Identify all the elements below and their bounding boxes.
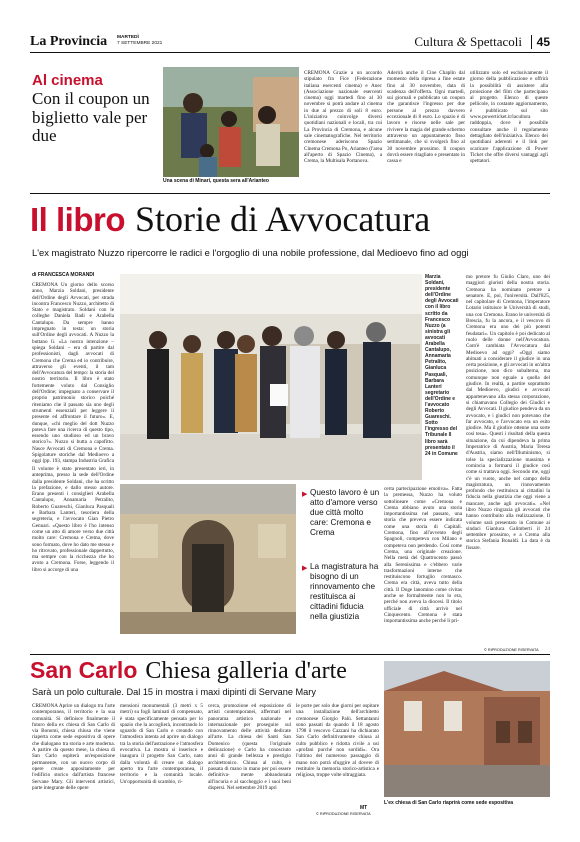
section-amp: & (456, 34, 467, 49)
libro-col-3: certa partecipazione emotiva». Fatta la premessa, Nuzzo ha voluto sottolineare come «Cremona e Crema abbiano avuto una storia importantissima nel passato, una storia che preveva essere indicata come una storia di Capitali. Cremona, fino all'avvento degli Spagnoli, competeva con Milano e competeva non perdendo. Cosi come Crema, una originale creazione. Nella metà del Quattrocento passò alla Serenissima e c'ebbero varie trasformazioni interne che restituiscono fortuglio cremasco. Crema era città, aveva tutto della città. Il Doge lanomino come civitas anche se formalmente non lo era, perché non aveva la diocesi. Il titolo ufficiale di città arrivò nel Cinquecento. Cremona è stata importantissima anche perché li pri- (384, 486, 462, 625)
cinema-rule (30, 193, 550, 194)
cinema-kicker: Al cinema (32, 72, 103, 89)
sancarlo-subhead: Sarà un polo culturale. Dal 15 in mostra i maxi dipinti di Servane Mary (32, 687, 316, 697)
sancarlo-photo-caption: L'ex chiesa di San Carlo riaprirà come sede espositiva (384, 800, 514, 806)
quote-1 (302, 488, 382, 538)
sancarlo-col-2: mensioni monumentali (3 metri x 5 metri) su fogli laminati di compensato, è stata specificamente pensata per lo spazio che la accoglierà, incontrando lo sguardo di San Carlo e creando con l'atmosfera intenta ad aprire un dialogo tra la storia dell'astrazione e l'atmosfera evocativa. La mostra si inserisce e inaugura il progetto San Carlo, nato dalla volontà di creare un dialogo aperto tra l'arte contemporanea, il territorio e la comunità locale. Un'opportunità di scambio, ri- (120, 703, 203, 785)
cinema-col-2: Aderirà anche il Cine Chaplin dal momento della ripresa a fine estate fino al 30 novembre, data di scadenza dell'offerta. Ogni martedì, sui giornali e pubblicato un coupon che garantisce l'ingresso per due persone al prezzo davvero eccezionale di 8 euro. Lo spazio è di lavoro e risorse nelle sale per rivivere la magia del grande schermo attraverso un appuntamento fisso settimanale, che si svolgerà fino al 30 novembre prossimo. Il coupon dovrà essere ritagliato e presentato in cassa e (387, 70, 465, 165)
quote-2-text: La magistratura ha bisogno di un rinnovamento che restituisca ai cittadini fiducia nella giustizia (310, 562, 379, 621)
quote-2-marker: ▶ (302, 564, 308, 572)
sancarlo-kicker: San Carlo (30, 657, 138, 683)
cinema-photo-caption: Una scena di Minari, questa sera all'Arianteo (163, 178, 269, 184)
sancarlo-col-4: le porte per solo due giorni per ospitare una installazione dell'architetto cremonese Giorgio Palù. Settantanni sono passati da quando il 18 agosto 1798 il vescovo Cazzani ha dichiarato San Carlo definitivamente chiusa al culto pubblico e ridotta civile a usi «profani purché non sordidi». Ora l'ultimo del numeroso passaggio di mano non potrà sfuggire al dovere di restituire la memoria storico-artistica e religiosa, troppe volte oltraggiata. (296, 703, 379, 779)
tribunale-photo-image (120, 484, 296, 634)
cinema-col-3: utilizzato solo ed esclusivamente il giorno della pubblicazione e offrirà la possibilità di assistere alla proiezione del film che partecipano al progetto. Elenco di queste pellicole, in costante aggiornamento, è pubblicato sul sito www.powerticket.it/lacultura raddoppia, dove è possibile consultare anche il regolamento dettagliato dell'iniziativa. Elenco dei quotidiani aderenti e il link per scaricare l'applicazione di Power Ticket che offre diversi vantaggi agli spettatori. (470, 70, 548, 165)
libro-photo-caption: Marzia Soldani, presidente dell'Ordine degli Avvocati con il libro scritto da Francesco Nuzzo (a sinistra gli avvocati Arabella Cantalupo, Annamaria Petralito, Gianluca Pasquali, Barbara Lanteri segretario dell'Ordine e l'avvocato Roberto Guareschi. Sotto l'ingresso del Tribunale Il libro sarà presentato il 24 in Comune (425, 274, 459, 457)
libro-title-row (30, 198, 550, 244)
libro-reserved: © RIPRODUZIONE RISERVATA (484, 648, 539, 652)
section-name: Cultura (414, 34, 454, 49)
quote-1-text: Questo lavoro è un atto d'amore verso due città molto care: Cremona e Crema (310, 488, 380, 537)
cinema-headline: Con il coupon un biglietto vale per due (32, 89, 150, 145)
sancarlo-photo (384, 661, 550, 797)
libro-group-photo (120, 274, 422, 480)
masthead-day: MARTEDÌ (117, 35, 139, 40)
sancarlo-col-3: cerca, promozione ed esposizione di artisti contemporanei, affermati nel panorama artistico nazionale e internazionale per proseguire sul rinnovamento delle attività dedicate all'arte. La chiesa dei Santi San Domenico (questa l'originale dedicazione) e Carlo ha conosciuto anni di grande bellezza e prestigio architettonico. Chiusa al culto, è passata di mano in mano per poi essere definitiva- mente abbandonata all'incuria e al saccheggio e i suoi beni dispersi. Nel settembre 2019 aprì (208, 703, 291, 791)
masthead-date: 7 SETTEMBRE 2021 (117, 41, 163, 46)
sancarlo-title-row (30, 657, 390, 687)
libro-group-photo-image (120, 274, 422, 480)
libro-kicker: Il libro (30, 201, 125, 238)
cinema-col-1: CREMONA Grazie a un accordo stipulato fra Fice (Federazione italiana esercenti cinema) e Anec (Associazione nazionale esercenti cinema) oggi martedì fino al 30 novembre si potrà andare al cinema in due al prezzo di soli 8 euro. L'iniziativa coinvolge diversi quotidiani nazionali e locali, tra cui La Provincia di Cremona, e alcune sale cinematografiche. Nel territorio cremonese aderiscono Spazio Cinema Cremona Po, Arianteo (l'area all'aperto di Spazio Cinema), a Crema, la Multisala Portanova. (304, 70, 382, 165)
sancarlo-headline: Chiesa galleria d'arte (145, 658, 347, 684)
cinema-photo-image (163, 67, 299, 177)
sancarlo-photo-image (384, 661, 550, 797)
sancarlo-reserved: © RIPRODUZIONE RISERVATA (316, 812, 371, 816)
paper-name: La Provincia (30, 34, 108, 49)
section-title (414, 34, 522, 50)
sancarlo-col-1: CREMONA Aprire un dialogo tra l'arte contemporanea, il territorio e la sua comunità. Si definisce finalmente il futuro della ex chiesa di San Carlo di via Bonomi, chiesa chiusa che viene riaperta come sede espositiva di opere che dialogano tra storia e arte moderna. A partire da questo mese, la chiesa di San Carlo ospiterà un'esposizione permanente, con un nuovo corpo di opere create appositamente per l'edificio storico dall'artista francese Servane Mary. Gli interventi artistici, parte integrante delle opere (32, 703, 115, 791)
libro-col-1b: Il volume è stato presentato ieri, in anteprima, presso la sede dell'Ordine dalla presidente Soldani, che ha scritto la prefazione, e dallo stesso autore. Erano presenti i consiglieri Arabella Cantalupo, Annamaria Petralito, Roberto Guareschi, Gianluca Pasquali e Barbara Lanteri, tesoriera della segreteria, e l'avvocato Gian Pietro Gennari. «Questo libro è l'ho intenso come un atto di amore verso due città molto care: Cremona e Crema, dove sono formato, dove ho dato me stesso e ho ritrovato, professionale dappertutto, ma sempre con la ricchezza che ho avuto a Cremona. Forse, leggendo il libro si accorge di una (32, 466, 114, 573)
quote-2 (302, 562, 382, 622)
libro-col-1: CREMONA Un giorno dello scorso anno, Marzia Soldani, presidente dell'Ordine degli Avvocati, per strada incontra Francesco Nuzzo, architetto di Stato e magistrato. Soldani con le colleghe Daniela Badi e Arabella Cantalupo. Da sempre hanno impregnato in testa: un storia sull'Ordine degli avvocati. A Nuzzo la buttano lì. «La nostra intenzione – spiega Soldani – era di partire dal professionisti, dagli avvocati di Cremona che Crema ed io contribuire, attraverso gli eventi, il tam dell'Avvocatura del tempo: la storia del nostro territorio. Il libro è stato fortemente voluto dal Consiglio dell'Ordine; impegnato a conservare il proprio patrimonio storico poiché riteniamo che il passato sia uno degli strumenti essenziali per leggere il presente ed affrontare il futuro». E, dunque, «chi meglio del dott Nuzzo poteva fare una ricerca di questo tipo, essendo uno studioso ed un bravo storico?». Nuzzo si butta a capofitto. Nasce Avvocati di Cremona e Crema. Spigolature storiche dal Medioevo a oggi (pp. 193, stampa Industria Grafica (32, 282, 114, 464)
section-name-2: Spettacoli (470, 34, 522, 49)
masthead-rule (30, 52, 550, 53)
tribunale-photo (120, 484, 296, 634)
cinema-photo (163, 67, 299, 177)
sancarlo-initials: MT (360, 805, 368, 811)
libro-byline: di FRANCESCA MORANDI (32, 272, 95, 278)
libro-headline: Storie di Avvocatura (135, 199, 431, 239)
page-number: 45 (531, 35, 550, 49)
libro-subhead: L'ex magistrato Nuzzo ripercorre le radici e l'orgoglio di una nobile professione, dal Medioevo fino ad oggi (32, 247, 469, 258)
quote-1-marker: ▶ (302, 490, 308, 498)
masthead (30, 34, 550, 52)
libro-col-4: mo pretore fu Giulio Claro, uno dei maggiori giuristi della nostra storia. Cremona ha nominato pretore a senatore. E, poi, l'università. Dall'825, nel capitolare di Cremona, l'imperatore Lotario istituisce le Università di studi, una con Cremona. Erano le università di Brescia, fu la ancora, e il vescovo di Cremona era uno dei più potenti feudatari». Un capitolo è poi dedicato al ruolo delle donne nell'Avvocatura. Com'è cambiata l'Avvocatura dal Medioevo ad oggi? «Oggi siamo abituati a considerare il giudice in una certa posizione, e gli avvocati in un'altra posizione, non dico subalterna, ma comunque non eguale a quella del giudice. In realtà, a partire soprattutto dal Medioevo, giudici e avvocati appartenevano alla stessa corporazione, si chiamavano Collegio dei Giudici e degli Avvocati. Il giudice pendeva da un avvocato, e i giudici non potevano che far avvocato, e l'avvocato era un esito giudice. Ma il giudice ottenne una sorte così tesa». Questi i risultati della questa situazione, da cui dipendeva la prima Imperatrice di Austria, Maria Teresa d'Austria, siamo nell'Illuminismo, si tolse la specializzazione massima e comincia a formarsi il giudice così come si trattava oggi. Secondo me, oggi c'è un vuoto, anche nel campo della magistratura, un rinnovamento profondo che restituisca ai cittadini la fiducia nella giustizia che oggi viene a mancare, anche agli avvocati». «Nel libro Nuzzo ringrazia gli avvocati che hanno contribuito alla realizzazione. Il volume sarà presentato in Comune ai sindaci Gianluca Galimberti il 24 settembre prossimo, e a Crema alla storica Stefania Bonaldi. La data è da fissare. (466, 274, 550, 551)
libro-rule (30, 654, 550, 655)
